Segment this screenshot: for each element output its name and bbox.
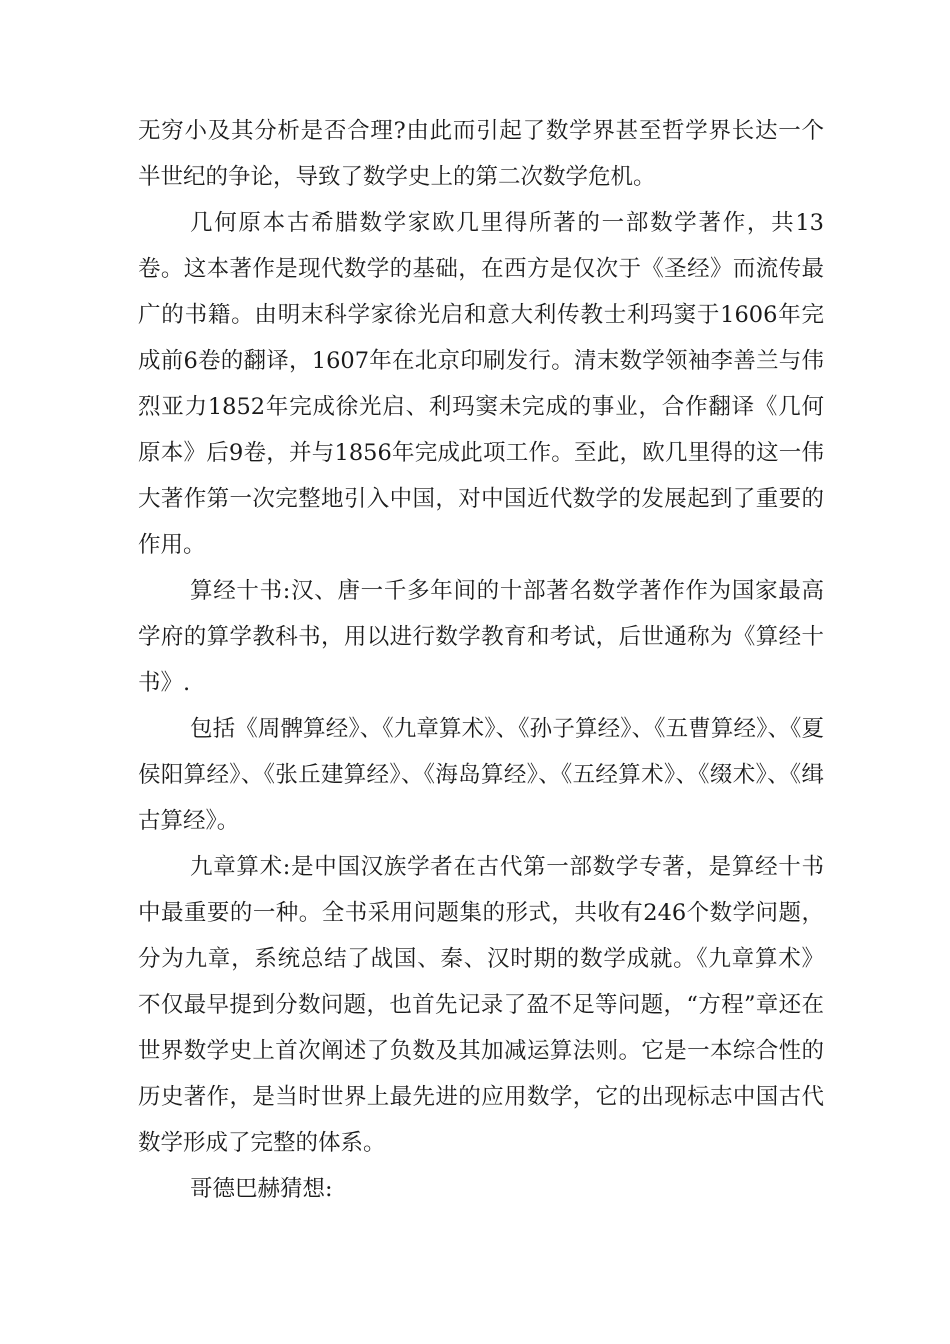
paragraph-goldbach-heading: 哥德巴赫猜想: [190, 1176, 333, 1202]
paragraph-ten-classics: 算经十书:汉、唐一千多年间的十部著名数学著作作为国家最高学府的算学教科书，用以进行数学教育和考试，后世通称为《算经十书》. [138, 578, 824, 696]
body-text [138, 108, 824, 1212]
paragraph-nine-chapters: 九章算术:是中国汉族学者在古代第一部数学专著，是算经十书中最重要的一种。全书采用问题集的形式，共收有246个数学问题，分为九章，系统总结了战国、秦、汉时期的数学成就。《九章算术》不仅最早提到分数问题，也首先记录了盈不足等问题，“方程”章还在世界数学史上首次阐述了负数及其加减运算法则。它是一本综合性的历史著作，是当时世界上最先进的应用数学，它的出现标志中国古代数学形成了完整的体系。 [138, 854, 824, 1156]
paragraph-continuation: 无穷小及其分析是否合理?由此而引起了数学界甚至哲学界长达一个半世纪的争论，导致了数学史上的第二次数学危机。 [138, 118, 824, 190]
paragraph-classics-list: 包括《周髀算经》、《九章算术》、《孙子算经》、《五曹算经》、《夏侯阳算经》、《张丘建算经》、《海岛算经》、《五经算术》、《缀术》、《缉古算经》。 [138, 716, 824, 834]
paragraph-elements: 几何原本古希腊数学家欧几里得所著的一部数学著作，共13卷。这本著作是现代数学的基础，在西方是仅次于《圣经》而流传最广的书籍。由明末科学家徐光启和意大利传教士利玛窦于1606年完成前6卷的翻译，1607年在北京印刷发行。清末数学领袖李善兰与伟烈亚力1852年完成徐光启、利玛窦未完成的事业，合作翻译《几何原本》后9卷，并与1856年完成此项工作。至此，欧几里得的这一伟大著作第一次完整地引入中国，对中国近代数学的发展起到了重要的作用。 [138, 210, 824, 558]
